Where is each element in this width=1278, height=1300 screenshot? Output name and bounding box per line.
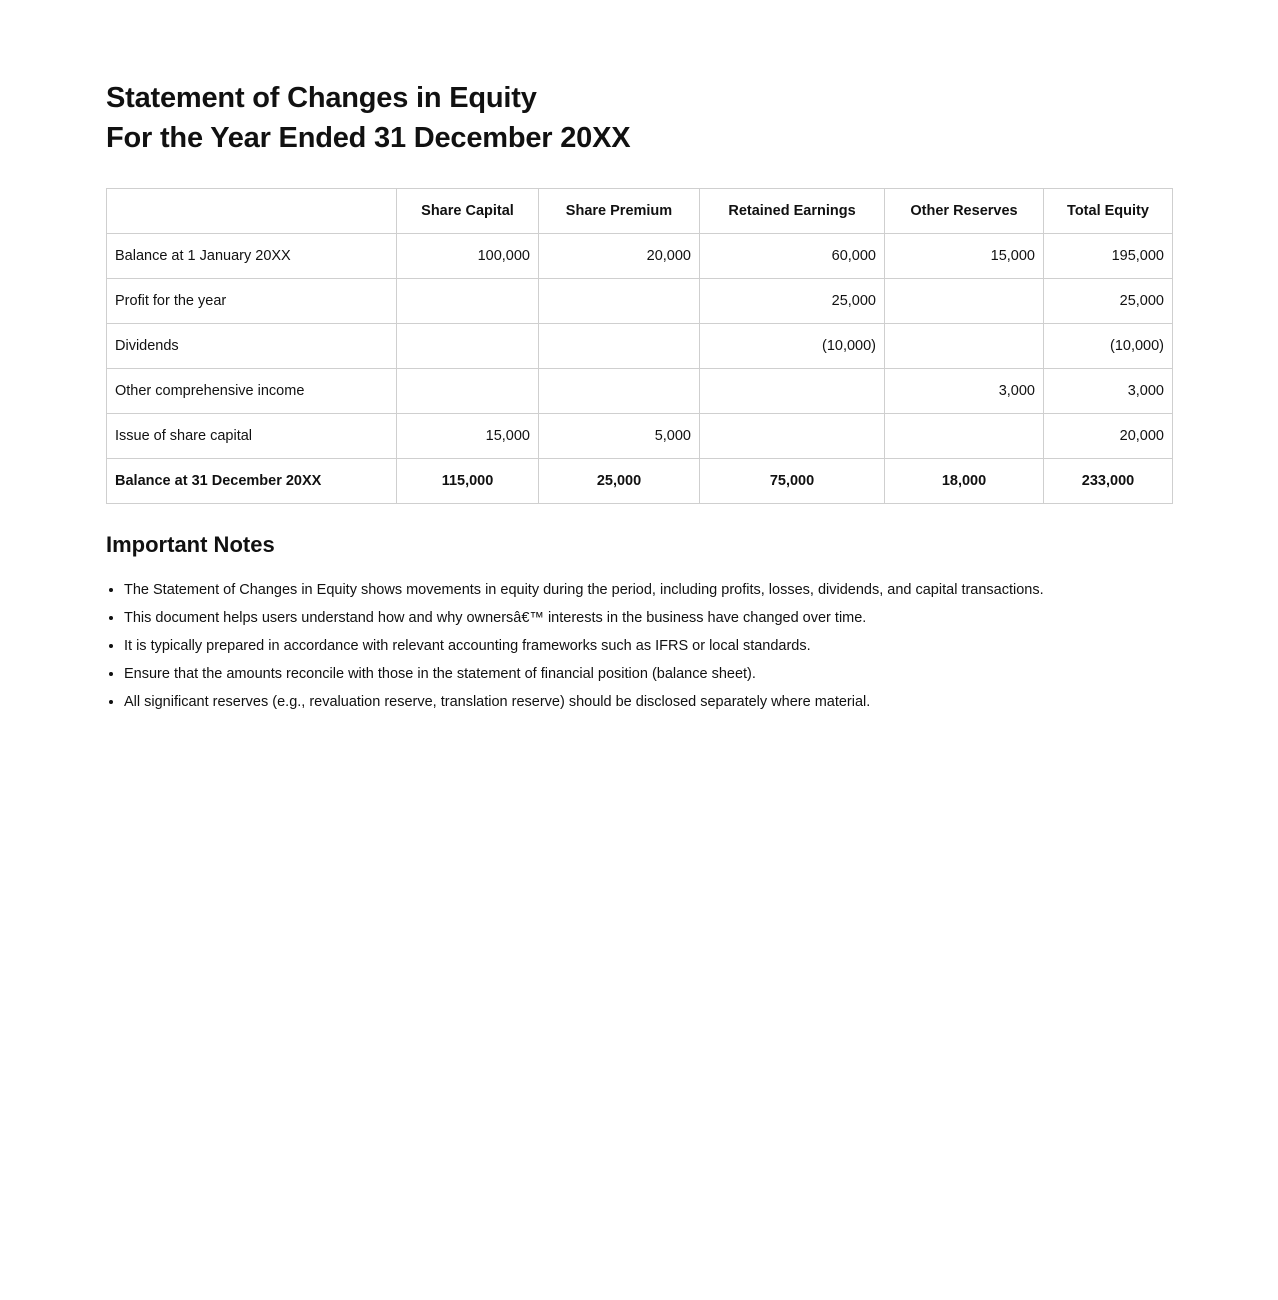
row-label: Issue of share capital: [107, 414, 397, 459]
table-cell: [700, 369, 885, 414]
row-label: Balance at 1 January 20XX: [107, 234, 397, 279]
table-cell: (10,000): [1044, 324, 1173, 369]
total-cell: 25,000: [539, 459, 700, 504]
table-cell: (10,000): [700, 324, 885, 369]
table-row: [107, 279, 1173, 324]
table-cell: 15,000: [397, 414, 539, 459]
table-cell: 20,000: [1044, 414, 1173, 459]
table-cell: 100,000: [397, 234, 539, 279]
total-row-label: Balance at 31 December 20XX: [107, 459, 397, 504]
table-cell: 15,000: [885, 234, 1044, 279]
notes-list: [106, 576, 1172, 716]
total-cell: 75,000: [700, 459, 885, 504]
column-header-other-reserves: Other Reserves: [885, 189, 1044, 234]
table-row: [107, 414, 1173, 459]
list-item: • This document helps users understand how and why ownersâ€™ interests in the business have changed over time.: [124, 604, 1172, 632]
table-cell: 3,000: [1044, 369, 1173, 414]
list-item: • The Statement of Changes in Equity shows movements in equity during the period, including profits, losses, dividends, and capital transactions.: [124, 576, 1172, 604]
row-label: Dividends: [107, 324, 397, 369]
table-row: [107, 234, 1173, 279]
page-title: [106, 78, 1172, 158]
total-cell: 18,000: [885, 459, 1044, 504]
table-header-row: [107, 189, 1173, 234]
table-cell: 25,000: [1044, 279, 1173, 324]
table-cell: [397, 369, 539, 414]
column-header-share-premium: Share Premium: [539, 189, 700, 234]
title-line-1: Statement of Changes in Equity: [106, 82, 537, 114]
table-cell: 25,000: [700, 279, 885, 324]
table-row: [107, 369, 1173, 414]
list-item: • It is typically prepared in accordance with relevant accounting frameworks such as IFRS or local standards.: [124, 632, 1172, 660]
row-label: Profit for the year: [107, 279, 397, 324]
table-cell: [700, 414, 885, 459]
table-cell: [539, 279, 700, 324]
list-item: • All significant reserves (e.g., revaluation reserve, translation reserve) should be disclosed separately where material.: [124, 688, 1172, 716]
row-label: Other comprehensive income: [107, 369, 397, 414]
total-cell: 115,000: [397, 459, 539, 504]
column-header-label: [107, 189, 397, 234]
table-cell: 195,000: [1044, 234, 1173, 279]
table-cell: [885, 324, 1044, 369]
table-cell: [539, 369, 700, 414]
table-cell: [397, 279, 539, 324]
equity-table: [106, 188, 1173, 504]
table-total-row: [107, 459, 1173, 504]
table-cell: 60,000: [700, 234, 885, 279]
table-cell: [397, 324, 539, 369]
table-cell: [885, 279, 1044, 324]
column-header-share-capital: Share Capital: [397, 189, 539, 234]
table-cell: 5,000: [539, 414, 700, 459]
total-cell: 233,000: [1044, 459, 1173, 504]
table-cell: 3,000: [885, 369, 1044, 414]
list-item: • Ensure that the amounts reconcile with those in the statement of financial position (balance sheet).: [124, 660, 1172, 688]
table-row: [107, 324, 1173, 369]
column-header-retained-earnings: Retained Earnings: [700, 189, 885, 234]
title-line-2: For the Year Ended 31 December 20XX: [106, 122, 631, 154]
table-cell: [539, 324, 700, 369]
notes-heading: Important Notes: [106, 532, 275, 557]
column-header-total-equity: Total Equity: [1044, 189, 1173, 234]
table-cell: [885, 414, 1044, 459]
table-cell: 20,000: [539, 234, 700, 279]
